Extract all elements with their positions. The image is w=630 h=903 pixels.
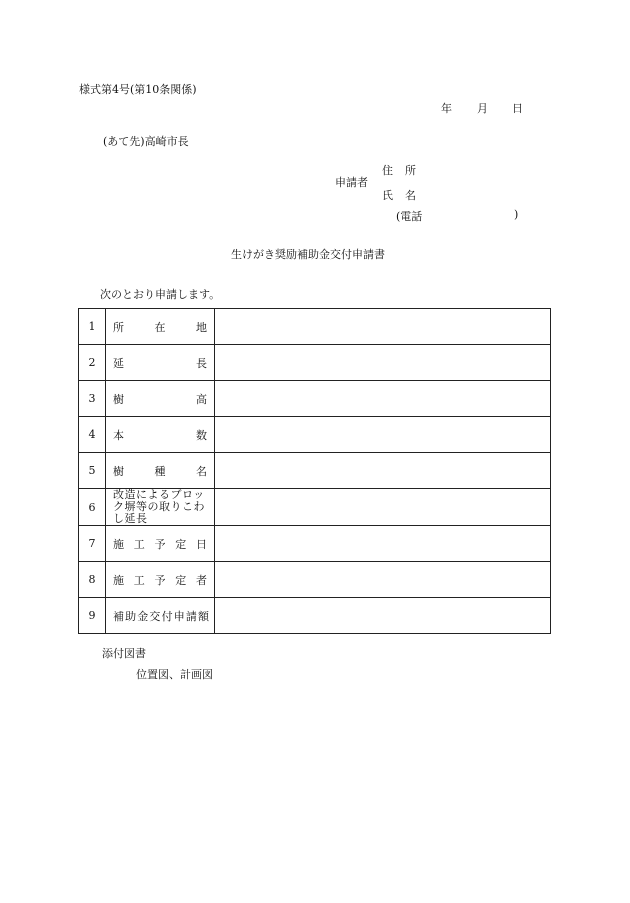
date-month-label: 月 xyxy=(477,102,488,115)
table-row xyxy=(79,562,551,598)
phone-label: (電話 xyxy=(396,210,423,223)
row-number: 4 xyxy=(79,417,106,453)
applicant-label: 申請者 xyxy=(335,176,368,189)
attachments-list: 位置図、計画図 xyxy=(136,668,213,681)
form-title: 生けがき奨励補助金交付申請書 xyxy=(231,248,385,261)
row-label: 所 在 地 xyxy=(113,320,207,334)
table-row xyxy=(79,381,551,417)
row-number: 1 xyxy=(79,309,106,345)
count-field[interactable] xyxy=(215,417,551,453)
table-row xyxy=(79,345,551,381)
row-number: 3 xyxy=(79,381,106,417)
table-row xyxy=(79,453,551,489)
date-year-label: 年 xyxy=(441,102,452,115)
table-row xyxy=(79,417,551,453)
table-row xyxy=(79,489,551,526)
addressee: (あて先)高崎市長 xyxy=(103,135,189,148)
attachments-label: 添付図書 xyxy=(102,647,146,660)
row-number: 9 xyxy=(79,598,106,634)
row-label: 施 工 予 定 日 xyxy=(113,537,207,551)
row-number: 5 xyxy=(79,453,106,489)
address-label-1: 住 xyxy=(382,164,393,177)
date-day-label: 日 xyxy=(512,102,523,115)
row-label: 改造によるブロック塀等の取りこわし延長 xyxy=(113,488,205,525)
phone-close: ) xyxy=(514,208,519,221)
location-field[interactable] xyxy=(215,309,551,345)
length-field[interactable] xyxy=(215,345,551,381)
construction-date-field[interactable] xyxy=(215,526,551,562)
row-label: 延 長 xyxy=(113,356,207,370)
demolition-length-field[interactable] xyxy=(215,489,551,526)
row-label: 樹 高 xyxy=(113,392,207,406)
table-row xyxy=(79,598,551,634)
tree-species-field[interactable] xyxy=(215,453,551,489)
address-label-2: 所 xyxy=(405,164,416,177)
subsidy-amount-field[interactable] xyxy=(215,598,551,634)
row-label: 本 数 xyxy=(113,428,207,442)
form-id: 様式第4号(第10条関係) xyxy=(79,83,197,96)
application-table xyxy=(78,308,551,634)
intro-text: 次のとおり申請します。 xyxy=(100,288,221,301)
table-row xyxy=(79,526,551,562)
row-number: 8 xyxy=(79,562,106,598)
row-number: 6 xyxy=(79,489,106,526)
row-number: 2 xyxy=(79,345,106,381)
name-label-1: 氏 xyxy=(382,189,393,202)
name-label-2: 名 xyxy=(405,189,416,202)
row-number: 7 xyxy=(79,526,106,562)
contractor-field[interactable] xyxy=(215,562,551,598)
row-label: 施 工 予 定 者 xyxy=(113,573,207,587)
row-label: 補 助 金 交 付 申 請 額 xyxy=(113,609,209,623)
row-label: 樹 種 名 xyxy=(113,464,207,478)
tree-height-field[interactable] xyxy=(215,381,551,417)
table-row xyxy=(79,309,551,345)
